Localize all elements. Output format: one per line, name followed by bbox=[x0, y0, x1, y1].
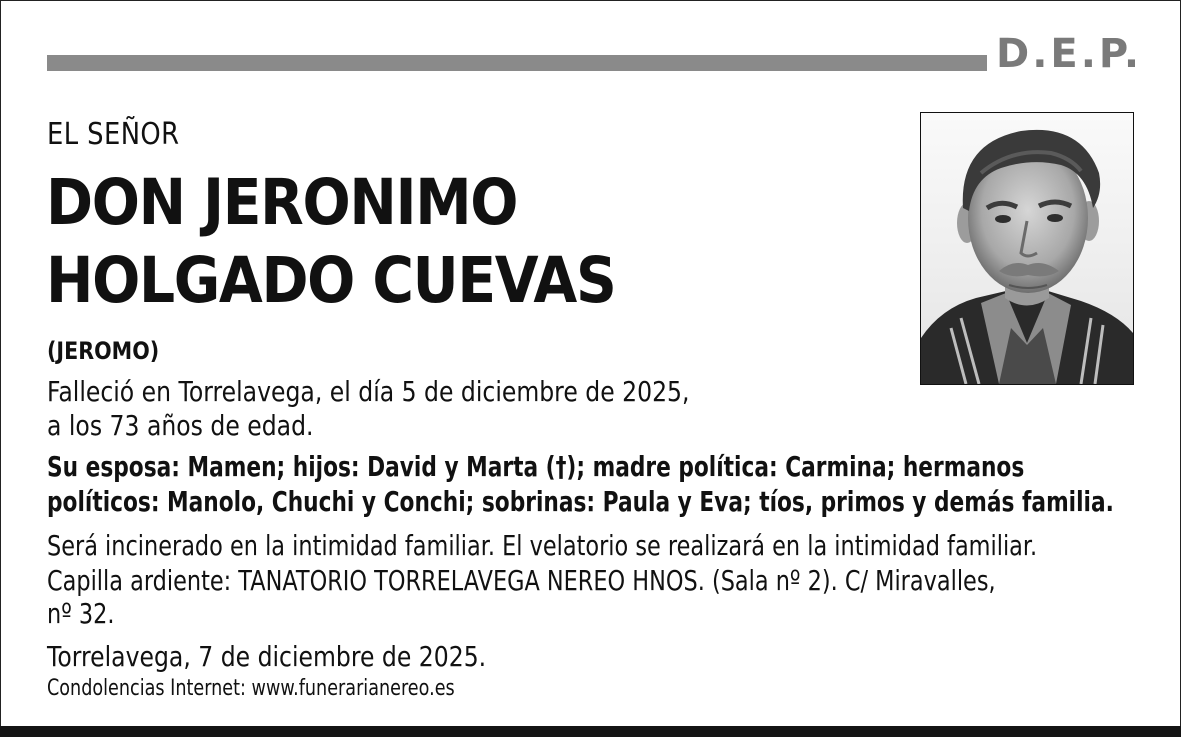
death-info-line-2: a los 73 años de edad. bbox=[47, 409, 314, 442]
bottom-rule bbox=[0, 726, 1181, 737]
service-line-1: Será incinerado en la intimidad familiar. El velatorio se realizará en la intimidad familiar. bbox=[47, 529, 1038, 562]
death-info-line-1: Falleció en Torrelavega, el día 5 de diciembre de 2025, bbox=[47, 375, 690, 408]
portrait-icon bbox=[921, 113, 1133, 384]
family-line-2: políticos: Manolo, Chuchi y Conchi; sobrinas: Paula y Eva; tíos, primos y demás familia. bbox=[47, 485, 1114, 518]
dep-label: D.E.P. bbox=[996, 31, 1143, 77]
deceased-name-line-2: HOLGADO CUEVAS bbox=[46, 244, 616, 317]
portrait-photo bbox=[920, 112, 1134, 385]
service-line-2: Capilla ardiente: TANATORIO TORRELAVEGA NEREO HNOS. (Sala nº 2). C/ Miravalles, bbox=[47, 564, 996, 597]
family-line-1: Su esposa: Mamen; hijos: David y Marta (†); madre política: Carmina; hermanos bbox=[47, 450, 1025, 483]
nickname: (JEROMO) bbox=[47, 337, 160, 365]
deceased-name-line-1: DON JERONIMO bbox=[46, 166, 518, 239]
header-bar bbox=[47, 55, 987, 71]
condolences-line: Condolencias Internet: www.funerarianereo.es bbox=[47, 676, 455, 701]
service-line-3: nº 32. bbox=[47, 597, 115, 630]
date-line: Torrelavega, 7 de diciembre de 2025. bbox=[47, 640, 487, 673]
honorific: EL SEÑOR bbox=[47, 117, 180, 152]
